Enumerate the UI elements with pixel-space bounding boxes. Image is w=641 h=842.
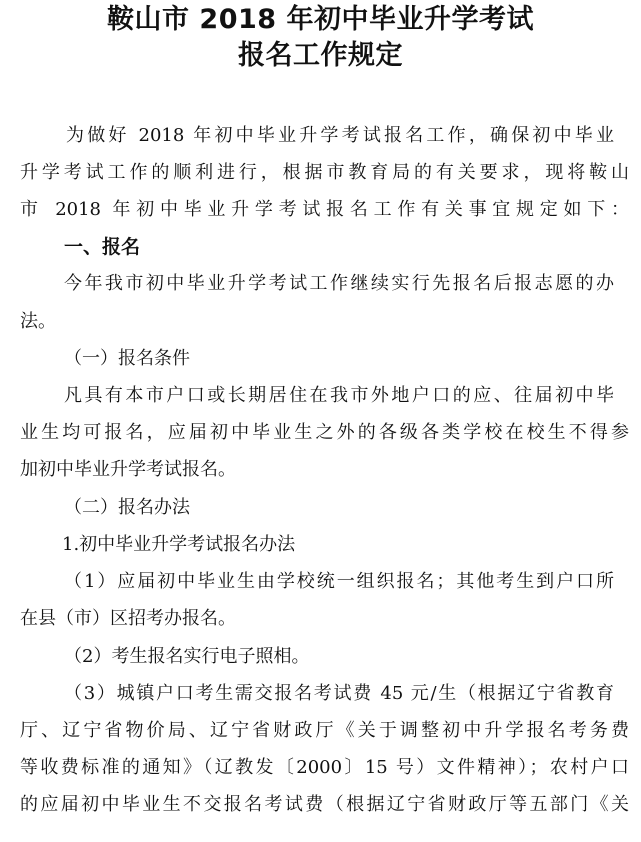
- conditions-line-2: 业生均可报名，应届初中毕业生之外的各级各类学校在校生不得参: [20, 422, 629, 443]
- intro-line-2: 升学考试工作的顺利进行，根据市教育局的有关要求，现将鞍山: [20, 162, 629, 183]
- item1-heading: 1.初中毕业升学考试报名办法: [62, 534, 296, 555]
- intro-line-3: 市 2018 年初中毕业升学考试报名工作有关事宜规定如下：: [20, 199, 629, 220]
- item1-p3-line-3: 等收费标准的通知》（辽教发〔2000〕15 号）文件精神）；农村户口: [20, 757, 629, 778]
- section1-line-1: 今年我市初中毕业升学考试工作继续实行先报名后报志愿的办: [64, 273, 614, 294]
- item1-p1-line-1: （1）应届初中毕业生由学校统一组织报名；其他考生到户口所: [64, 571, 614, 592]
- item1-p2: （2）考生报名实行电子照相。: [64, 646, 310, 667]
- conditions-line-3: 加初中毕业升学考试报名。: [20, 459, 236, 480]
- item1-p3-line-2: 厅、辽宁省物价局、辽宁省财政厅《关于调整初中升学报名考务费: [20, 720, 629, 741]
- item1-p3-line-4: 的应届初中毕业生不交报名考试费（根据辽宁省财政厅等五部门《关: [20, 794, 629, 815]
- item1-p3-line-1: （3）城镇户口考生需交报名考试费 45 元/生（根据辽宁省教育: [64, 683, 614, 704]
- document-title-line-2: 报名工作规定: [238, 40, 403, 71]
- conditions-line-1: 凡具有本市户口或长期居住在我市外地户口的应、往届初中毕: [64, 385, 614, 406]
- section1-line-2: 法。: [20, 311, 56, 332]
- item1-p1-line-2: 在县（市）区招考办报名。: [20, 608, 236, 629]
- document-title-line-1: 鞍山市 2018 年初中毕业升学考试: [107, 4, 534, 35]
- subheading-conditions: （一）报名条件: [64, 348, 190, 369]
- intro-line-1: 为做好 2018 年初中毕业升学考试报名工作，确保初中毕业: [66, 125, 614, 146]
- subheading-methods: （二）报名办法: [64, 497, 190, 518]
- section-heading-registration: 一、报名: [64, 236, 141, 258]
